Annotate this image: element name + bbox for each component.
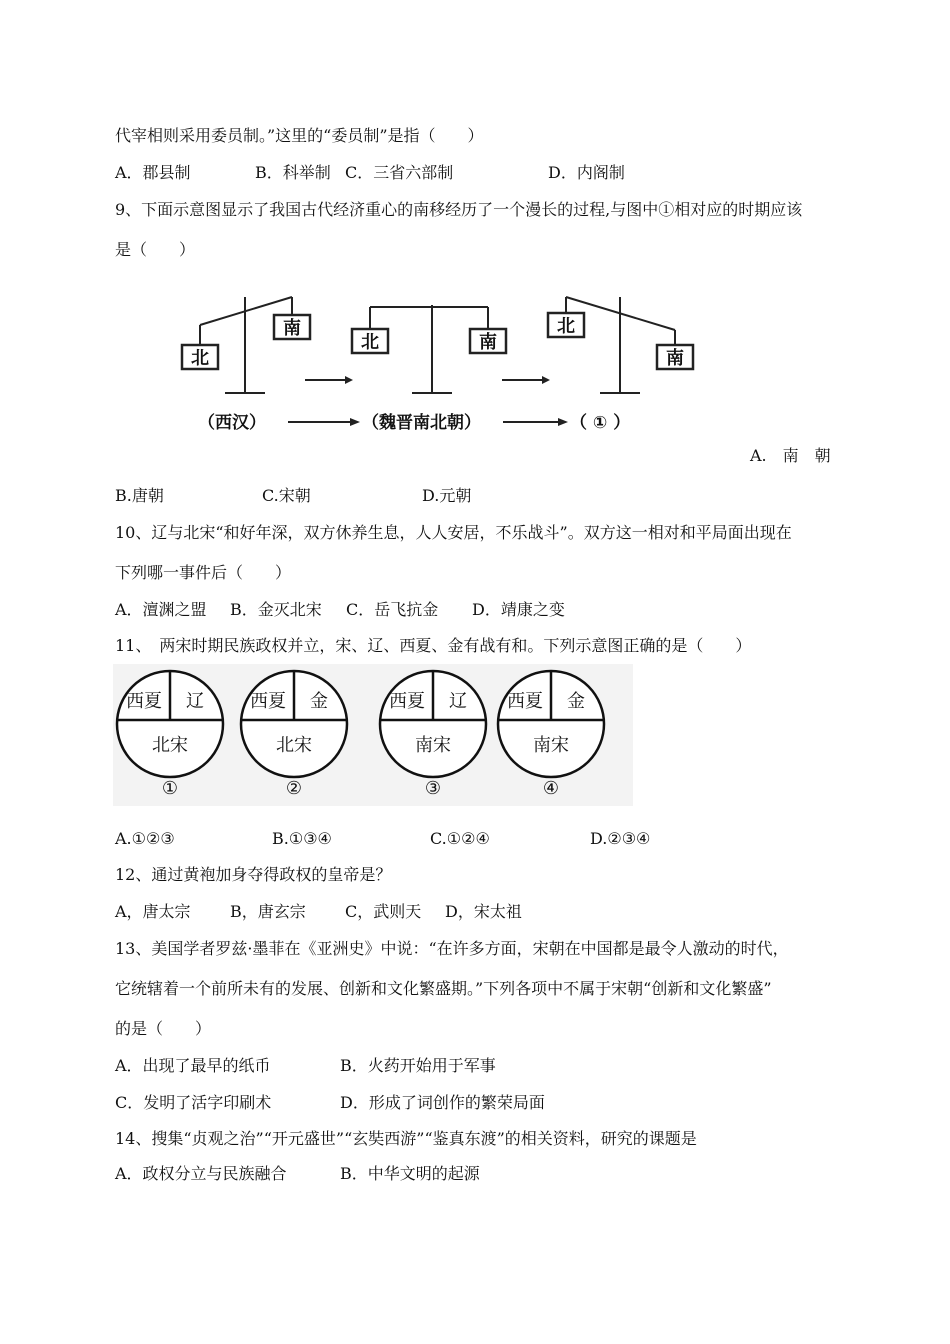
circle2-number: ② (285, 778, 303, 799)
q10-option-c: C．岳飞抗金 (346, 600, 439, 619)
q12-option-d: D，宋太祖 (445, 902, 522, 921)
scale3-north-label: 北 (557, 316, 575, 337)
circle1-bottom: 北宋 (152, 735, 188, 756)
circle3-number: ③ (424, 778, 442, 799)
circle3-right: 辽 (449, 691, 467, 712)
circle1-number: ① (161, 778, 179, 799)
q13-option-b: B．火药开始用于军事 (340, 1056, 496, 1075)
q8-option-d: D．内阁制 (548, 163, 625, 182)
scale3-south-label: 南 (666, 348, 684, 369)
circle4-right: 金 (567, 691, 585, 712)
q9-option-c: C.宋朝 (262, 486, 311, 505)
scale2-north-label: 北 (361, 332, 379, 353)
scale1-north-label: 北 (191, 348, 209, 369)
circle3-left: 西夏 (389, 691, 425, 712)
q11-option-b: B.①③④ (272, 829, 332, 848)
q11-option-d: D.②③④ (590, 829, 651, 848)
q10-option-a: A．澶渊之盟 (115, 600, 207, 619)
q13-option-d: D．形成了词创作的繁荣局面 (340, 1093, 545, 1112)
q10-option-b: B．金灭北宋 (230, 600, 322, 619)
q8-option-b: B．科举制 (255, 163, 331, 182)
q10-stem-line1: 10、辽与北宋“和好年深，双方休养生息，人人安居，不乐战斗”。双方这一相对和平局面出现在 (115, 523, 792, 542)
q10-stem-line2: 下列哪一事件后（ ） (115, 563, 292, 582)
q13-stem-line2: 它统辖着一个前所未有的发展、创新和文化繁盛期。”下列各项中不属于宋朝“创新和文化繁盛” (115, 979, 772, 998)
circle1-left: 西夏 (126, 691, 162, 712)
circle4-bottom: 南宋 (533, 735, 569, 756)
stage-western-han: （西汉） (198, 413, 266, 433)
q9-stem-line2: 是（ ） (115, 240, 196, 259)
q11-option-a: A.①②③ (115, 829, 175, 848)
q8-option-a: A．郡县制 (115, 163, 191, 182)
q12-option-a: A，唐太宗 (115, 902, 191, 921)
q11-option-c: C.①②④ (430, 829, 490, 848)
circle3-bottom: 南宋 (415, 735, 451, 756)
q13-stem-line1: 13、美国学者罗兹·墨菲在《亚洲史》中说：“在许多方面，宋朝在中国都是最令人激动的时代， (115, 939, 789, 958)
q12-option-b: B，唐玄宗 (230, 902, 306, 921)
q13-stem-line3: 的是（ ） (115, 1019, 212, 1038)
q12-stem: 12、通过黄袍加身夺得政权的皇帝是？ (115, 865, 392, 884)
circle1-right: 辽 (186, 691, 204, 712)
q8-stem: 代宰相则采用委员制。”这里的“委员制”是指（ ） (115, 126, 484, 145)
q9-option-d: D.元朝 (422, 486, 472, 505)
circle4-left: 西夏 (507, 691, 543, 712)
circle2-bottom: 北宋 (276, 735, 312, 756)
q13-option-a: A．出现了最早的纸币 (115, 1056, 271, 1075)
q11-stem: 11、 两宋时期民族政权并立，宋、辽、西夏、金有战有和。下列示意图正确的是（ ） (115, 636, 752, 655)
q9-option-b: B.唐朝 (115, 486, 164, 505)
stage-wei-jin: （魏晋南北朝） (362, 413, 481, 433)
q14-option-b: B．中华文明的起源 (340, 1164, 480, 1183)
scale2-south-label: 南 (479, 332, 497, 353)
q12-option-c: C，武则天 (345, 902, 422, 921)
circle2-right: 金 (310, 691, 328, 712)
regime-circles-diagram (113, 664, 633, 806)
q14-option-a: A．政权分立与民族融合 (115, 1164, 287, 1183)
scale1-south-label: 南 (283, 318, 301, 339)
circle2-left: 西夏 (250, 691, 286, 712)
q9-option-a: A. 南 朝 (750, 446, 831, 465)
q9-stem-line1: 9、下面示意图显示了我国古代经济重心的南移经历了一个漫长的过程,与图中①相对应的时期应该 (115, 200, 803, 219)
stage-answer-1: （ ① ） (570, 413, 631, 433)
q14-stem: 14、搜集“贞观之治”“开元盛世”“玄奘西游”“鉴真东渡”的相关资料，研究的课题是 (115, 1129, 697, 1148)
circle4-number: ④ (542, 778, 560, 799)
q8-option-c: C．三省六部制 (345, 163, 454, 182)
q13-option-c: C．发明了活字印刷术 (115, 1093, 272, 1112)
q10-option-d: D．靖康之变 (472, 600, 565, 619)
balance-scale-diagram (170, 285, 684, 440)
